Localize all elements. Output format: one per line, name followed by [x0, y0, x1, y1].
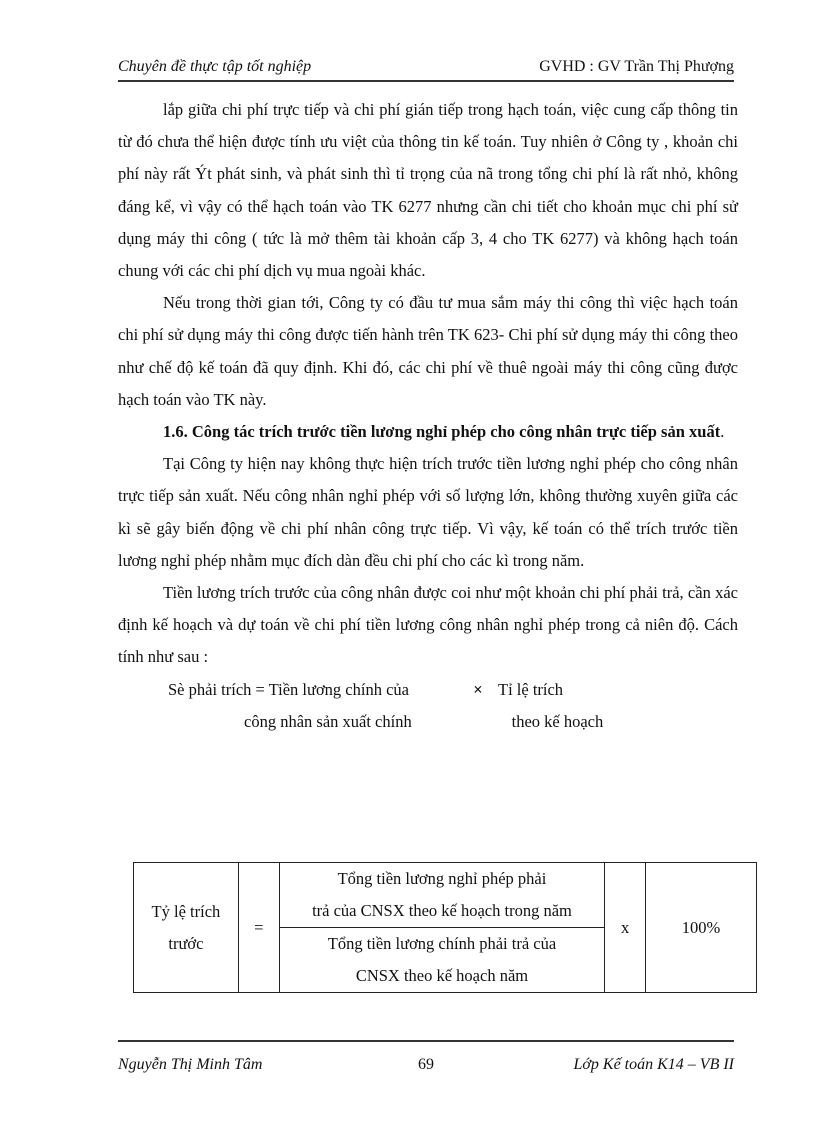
paragraph-3: Tại Công ty hiện nay không thực hiện trích trước tiền lương nghỉ phép cho công nhân trực tiếp sản xuất. Nếu công nhân nghỉ phép với số lượng lớn, không thường xuyên giữa các kì sẽ gây biến động về chi phí nhân công trực tiếp. Vì vậy, kế toán có thể trích trước tiền lương nghỉ phép nhằm mục đích dàn đều chi phí cho các kì trong năm.	[118, 454, 738, 570]
accrual-rate-table	[133, 862, 757, 993]
section-heading	[118, 416, 738, 448]
times-cell: x	[605, 863, 646, 993]
formula-left-1: Sè phải trích = Tiền lương chính của	[168, 679, 409, 699]
header-advisor: GVHD : GV Trần Thị Phượng	[539, 58, 734, 75]
page-footer	[118, 1040, 734, 1080]
equals-cell: =	[238, 863, 279, 993]
formula-operator: ×	[473, 679, 483, 699]
footer-author: Nguyễn Thị Minh Tâm	[118, 1056, 263, 1073]
numerator-cell	[279, 863, 604, 928]
denominator-line-1: Tổng tiền lương chính phải trả của	[327, 934, 557, 953]
header-title: Chuyên đề thực tập tốt nghiệp	[118, 58, 312, 75]
footer-class: Lớp Kế toán K14 – VB II	[573, 1056, 734, 1073]
denominator-cell	[279, 928, 604, 993]
paragraph-1: lắp giữa chi phí trực tiếp và chi phí gián tiếp trong hạch toán, việc cung cấp thông tin từ đó chưa thể hiện được tính ưu việt của thông tin kế toán. Tuy nhiên ở Công ty , khoản chi phí này rất Ýt phát sinh, và phát sinh thì tỉ trọng của nã trong tổng chi phí là rất nhỏ, không đáng kể, vì vậy có thể hạch toán vào TK 6277 nhưng cần chi tiết cho khoản mục chi phí sử dụng máy thi công ( tức là mở thêm tài khoản cấp 3, 4 cho TK 6277) và không hạch toán chung với các chi phí dịch vụ mua ngoài khác.	[118, 100, 738, 281]
formula-row-1	[118, 674, 738, 706]
section-heading-text: 1.6. Công tác trích trước tiền lương nghỉ phép cho công nhân trực tiếp sản xuất	[163, 422, 721, 442]
formula-right-2: theo kế hoạch	[511, 711, 604, 731]
page-number: 69	[418, 1056, 434, 1073]
section-heading-end: .	[720, 422, 725, 442]
page-header	[118, 46, 734, 82]
paragraph-4: Tiền lương trích trước của công nhân được coi như một khoản chi phí phải trả, cần xác định kế hoạch và dự toán về chi phí tiền lương công nhân nghỉ phép trong cả niên độ. Cách tính như sau :	[118, 583, 738, 667]
paragraph-2: Nếu trong thời gian tới, Công ty có đầu tư mua sắm máy thi công thì việc hạch toán chi phí sử dụng máy thi công được tiến hành trên TK 623- Chi phí sử dụng máy thi công theo như chế độ kế toán đã quy định. Khi đó, các chi phí về thuê ngoài máy thi công cũng được hạch toán vào TK này.	[118, 293, 738, 409]
formula-left-2: công nhân sản xuất chính	[244, 711, 412, 731]
percent-cell: 100%	[646, 863, 757, 993]
numerator-line-1: Tổng tiền lương nghỉ phép phải	[337, 869, 547, 888]
rate-label-cell	[134, 863, 239, 993]
formula-row-2	[118, 706, 738, 738]
page-content	[118, 94, 738, 738]
denominator-line-2: CNSX theo kế hoạch năm	[355, 966, 529, 985]
numerator-line-2: trả của CNSX theo kế hoạch trong năm	[312, 901, 572, 920]
rate-label-line-1: Tỷ lệ trích	[151, 901, 221, 921]
rate-label-line-2: trước	[168, 933, 204, 953]
formula-right-1: Tỉ lệ trích	[498, 679, 564, 699]
